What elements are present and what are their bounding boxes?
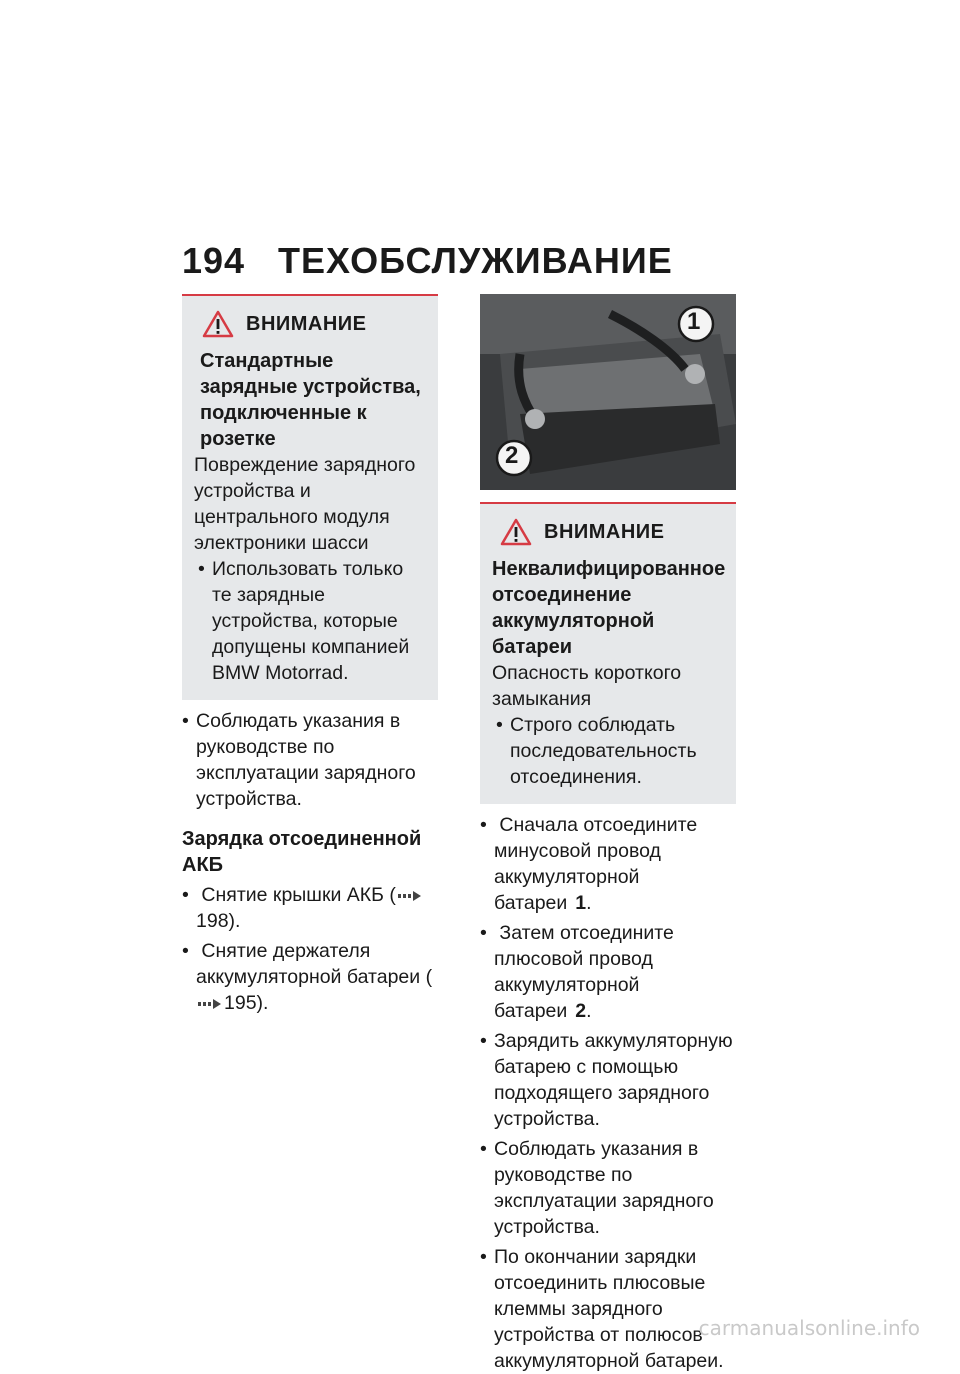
list-item: • Зарядить аккумуляторную батарею с помощью подходящего зарядного устройства. xyxy=(480,1028,736,1132)
warning-box xyxy=(480,502,736,804)
list-item xyxy=(182,882,438,934)
list-item-text: Сначала отсоедините минусовой провод аккумуляторной батареи xyxy=(494,814,698,914)
warning-title: Неквалифицированное отсоединение аккумуляторной батареи xyxy=(492,558,726,658)
callout-label: 1 xyxy=(687,308,701,335)
page-ref-arrow-icon xyxy=(198,998,222,1010)
list-item xyxy=(480,920,736,1024)
list-item: • По окончании зарядки отсоединить плюсовые клеммы зарядного устройства от полюсов аккумуляторной батареи. xyxy=(480,1244,736,1374)
list-item-text: Снятие держателя аккумуляторной батареи ( xyxy=(196,940,433,988)
list-item-text: Затем отсоедините плюсовой провод аккумуляторной батареи xyxy=(494,922,674,1022)
warning-triangle-icon xyxy=(500,518,532,546)
chapter-title: ТЕХОБСЛУЖИВАНИЕ xyxy=(278,240,673,281)
list-item-end: ). xyxy=(256,992,269,1014)
page-ref-arrow-icon xyxy=(398,890,422,902)
warning-body: Опасность короткого замыкания xyxy=(492,662,682,710)
warning-title: Стандартные зарядные устройства, подключенные к розетке xyxy=(200,350,421,450)
list-item-text: Снятие крышки АКБ ( xyxy=(201,884,396,906)
warning-label: ВНИМАНИЕ xyxy=(246,313,367,335)
list-item-end: . xyxy=(586,1000,592,1022)
left-column xyxy=(182,294,438,1016)
list-item-end: ). xyxy=(228,910,241,932)
list-item: • Соблюдать указания в руководстве по эксплуатации зарядного устройства. xyxy=(182,708,438,812)
right-column xyxy=(480,294,736,1374)
warning-item: • Использовать только те зарядные устройства, которые допущены компанией BMW Motorrad. xyxy=(194,556,426,686)
section-title: Зарядка отсоединенной АКБ xyxy=(182,828,422,876)
list-item-end: . xyxy=(586,892,592,914)
callout-label: 2 xyxy=(505,442,519,469)
warning-triangle-icon xyxy=(202,310,234,338)
page-ref[interactable]: 198 xyxy=(196,910,229,932)
battery-photo xyxy=(480,294,736,490)
list-item xyxy=(182,938,438,1016)
watermark: carmanualsonline.info xyxy=(698,1316,920,1340)
warning-body: Повреждение зарядного устройства и центрального модуля электроники шасси xyxy=(194,454,416,554)
callout-ref: 2 xyxy=(575,1000,587,1022)
warning-box xyxy=(182,294,438,700)
page-number: 194 xyxy=(182,240,246,281)
list-item xyxy=(480,812,736,916)
callout-ref: 1 xyxy=(575,892,587,914)
list-item: • Соблюдать указания в руководстве по эксплуатации зарядного устройства. xyxy=(480,1136,736,1240)
warning-header xyxy=(500,518,724,546)
page-ref[interactable]: 195 xyxy=(224,992,257,1014)
warning-label: ВНИМАНИЕ xyxy=(544,521,665,543)
warning-header xyxy=(202,310,426,338)
warning-item: • Строго соблюдать последовательность отсоединения. xyxy=(492,712,724,790)
